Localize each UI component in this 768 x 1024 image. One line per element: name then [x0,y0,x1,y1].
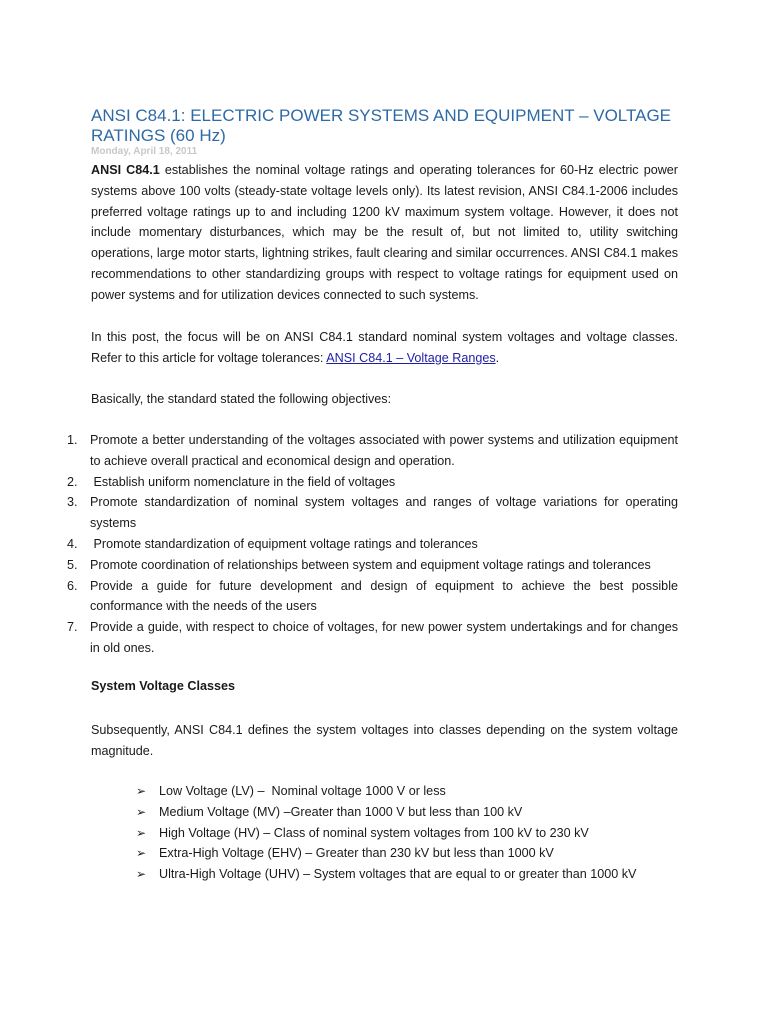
list-item-number: 1. [67,433,78,447]
list-item-number: 2. [67,474,78,489]
arrowhead-bullet-icon: ➢ [136,825,147,840]
list-item [136,823,636,844]
arrowhead-bullet-icon: ➢ [136,784,147,798]
focus-paragraph [91,327,678,369]
list-item [136,864,636,885]
list-item [136,843,636,864]
list-item [67,576,678,618]
list-item [67,430,678,472]
list-item-text: Provide a guide for future development and design of equipment to achieve the best possible conformance with the needs of the users [90,578,678,614]
focus-after-link: . [495,350,500,365]
list-item-text: Promote a better understanding of the voltages associated with power systems and utilization equipment to achieve overall practical and economical design and operation. [90,433,678,468]
list-item-text: Establish uniform nomenclature in the field of voltages [90,474,396,489]
list-item-number: 7. [67,620,78,635]
objectives-list [67,430,678,659]
voltage-class-text: High Voltage (HV) – Class of nominal system voltages from 100 kV to 230 kV [159,825,589,840]
list-item-number: 5. [67,557,78,572]
voltage-classes-list [136,781,636,885]
voltage-ranges-link[interactable]: ANSI C84.1 – Voltage Ranges [326,350,496,365]
list-item [67,492,678,534]
arrowhead-bullet-icon: ➢ [136,867,147,882]
section-heading: System Voltage Classes [91,679,235,693]
list-item-number: 4. [67,536,78,551]
intro-text: establishes the nominal voltage ratings and operating tolerances for 60-Hz electric power systems above 100 volts (steady-state voltage levels only). Its latest revision, ANSI C84.1-2006 includes preferred voltage ratings up to and including 1200 kV maximum system voltage. However, it does not include momentary disturbances, which may be the result of, but not limited to, utility switching operations, large motor starts, lightning strikes, fault clearing and similar occurrences. ANSI C84.1 makes recommendations to other standardizing groups with respect to voltage ratings for equipment used on power systems and for utilization devices connected to such systems. [91,163,678,302]
intro-paragraph [91,160,678,306]
page-title: ANSI C84.1: ELECTRIC POWER SYSTEMS AND EQUIPMENT – VOLTAGE RATINGS (60 Hz) [91,106,672,145]
list-item [67,472,678,493]
list-item [67,555,678,576]
voltage-class-text: Ultra-High Voltage (UHV) – System voltages that are equal to or greater than 1000 kV [159,867,637,882]
list-item [136,802,636,823]
list-item-text: Promote standardization of equipment voltage ratings and tolerances [90,536,478,551]
list-item-text: Provide a guide, with respect to choice of voltages, for new power system undertakings and for changes in old ones. [90,620,678,655]
post-date: Monday, April 18, 2011 [91,146,198,157]
classes-intro: Subsequently, ANSI C84.1 defines the system voltages into classes depending on the system voltage magnitude. [91,723,678,758]
arrowhead-bullet-icon: ➢ [136,804,147,819]
list-item-text: Promote standardization of nominal system voltages and ranges of voltage variations for operating systems [90,495,678,531]
voltage-class-text: Low Voltage (LV) – Nominal voltage 1000 V or less [159,784,446,798]
arrowhead-bullet-icon: ➢ [136,846,147,861]
voltage-class-text: Extra-High Voltage (EHV) – Greater than 230 kV but less than 1000 kV [159,846,554,861]
voltage-class-text: Medium Voltage (MV) –Greater than 1000 V but less than 100 kV [159,804,523,819]
list-item [67,617,678,659]
focus-text: In this post, the focus will be on ANSI C84.1 standard nominal system voltages and voltage classes. Refer to this article for voltage tolerances: [91,330,678,365]
list-item [67,534,678,555]
objectives-intro: Basically, the standard stated the following objectives: [91,392,392,406]
list-item-number: 6. [67,578,78,593]
list-item [136,781,636,802]
list-item-text: Promote coordination of relationships between system and equipment voltage ratings and tolerances [90,557,651,572]
list-item-number: 3. [67,495,78,510]
intro-bold-lead: ANSI C84.1 [91,163,160,177]
